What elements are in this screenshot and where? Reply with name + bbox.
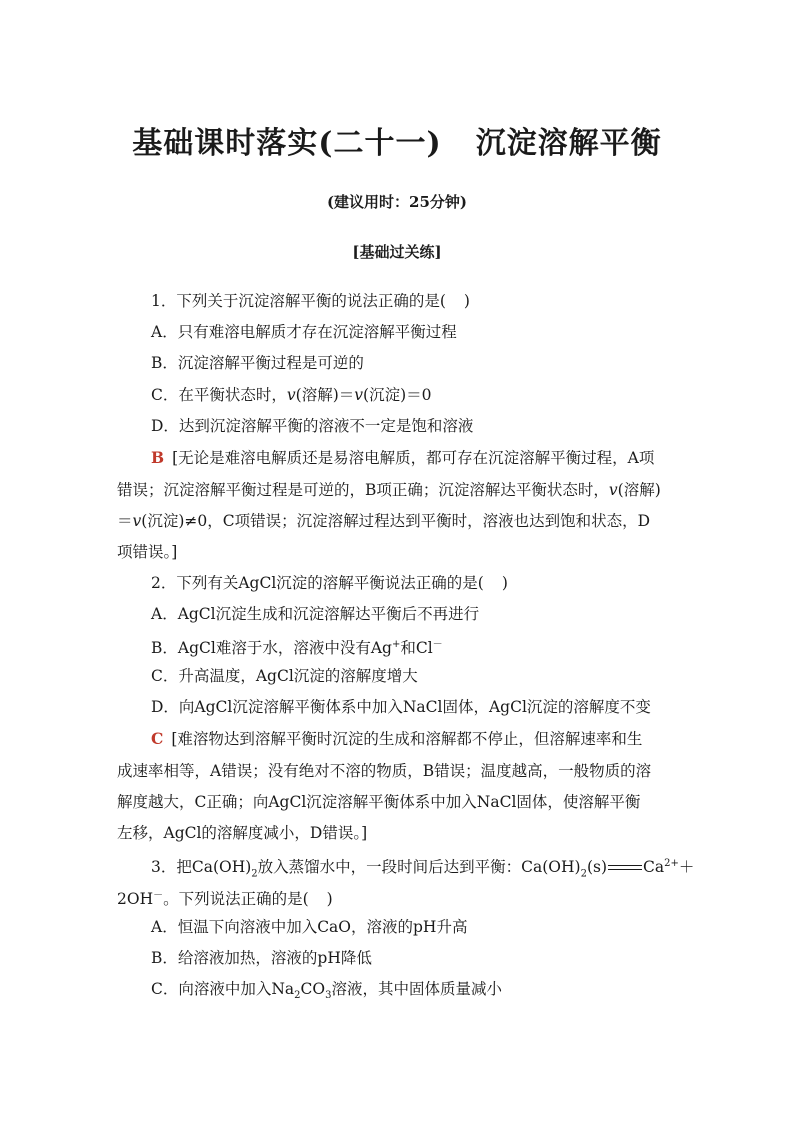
q2-explanation-line4: 左移，AgCl的溶解度减小，D错误。]	[117, 824, 368, 842]
q1-option-d: D．达到沉淀溶解平衡的溶液不一定是饱和溶液	[151, 417, 474, 435]
q3-stem-line2	[117, 885, 333, 910]
q2-explanation-line2: 成速率相等，A错误；没有绝对不溶的物质，B错误；温度越高，一般物质的溶	[117, 762, 652, 780]
q3-option-b: B．给溶液加热，溶液的pH降低	[151, 949, 372, 967]
q3-option-c	[151, 978, 502, 1007]
q2-option-c: C．升高温度，AgCl沉淀的溶解度增大	[151, 667, 418, 685]
q3-plus: ＋	[678, 858, 695, 877]
q3-option-a: A．恒温下向溶液中加入CaO，溶液的pH升高	[151, 918, 468, 936]
q1-explanation-line1	[151, 447, 654, 469]
q3-sub-2: 2	[294, 990, 301, 1002]
title-main: 基础课时落实(二十一)	[132, 126, 442, 161]
q1-option-a: A．只有难溶电解质才存在沉淀溶解平衡过程	[151, 323, 457, 341]
q2-stem	[151, 572, 508, 594]
q1-option-c-pre: C．在平衡状态时，	[151, 386, 287, 404]
q1-answer: B	[151, 448, 165, 467]
q2-option-d: D．向AgCl沉淀溶解平衡体系中加入NaCl固体，AgCl沉淀的溶解度不变	[151, 698, 651, 716]
q1-exp-text3b: (沉淀)≠0，C项错误；沉淀溶解过程达到平衡时，溶液也达到饱和状态，D	[141, 512, 651, 530]
q3-stem-pre: 3．把Ca(OH)	[151, 858, 252, 877]
equilibrium-arrow-icon	[608, 861, 642, 875]
q3-co: CO	[300, 980, 326, 998]
q2-option-a: A．AgCl沉淀生成和沉淀溶解达平衡后不再进行	[151, 605, 480, 623]
q1-option-c	[151, 384, 431, 406]
q3-stem-mid: 放入蒸馏水中，一段时间后达到平衡：Ca(OH)	[257, 858, 581, 877]
q3-option-c-pre: C．向溶液中加入Na	[151, 980, 295, 998]
q3-sub-2: 2	[580, 868, 587, 880]
q1-stem	[151, 290, 470, 312]
q2-explanation-line3: 解度越大，C正确；向AgCl沉淀溶解平衡体系中加入NaCl固体，使溶解平衡	[117, 793, 641, 811]
q1-exp-text2b: (溶解)	[617, 481, 661, 499]
ca-charge: 2+	[664, 858, 679, 869]
section-heading: [基础过关练]	[352, 243, 442, 261]
q1-exp-text1: [无论是难溶电解质还是易溶电解质，都可存在沉淀溶解平衡过程，A项	[172, 449, 655, 467]
q3-stem-l2b: 。下列说法正确的是(	[163, 890, 309, 909]
q1-stem-close: )	[463, 292, 470, 310]
q2-option-b	[151, 634, 443, 659]
q1-v-symbol: v	[354, 386, 364, 404]
q3-stem-line1	[151, 853, 694, 885]
q3-sub-2: 2	[251, 868, 258, 880]
ag-charge: +	[391, 639, 401, 650]
q1-explanation-line4: 项错误。]	[117, 543, 178, 561]
q1-explanation-line3	[117, 510, 650, 532]
q1-v-symbol: v	[608, 481, 618, 499]
q1-explanation-line2	[117, 479, 661, 501]
q3-oh: 2OH	[117, 890, 154, 909]
q3-stem-close: )	[326, 890, 333, 909]
time-note: (建议用时：25分钟)	[326, 193, 468, 211]
q2-answer: C	[151, 729, 164, 748]
q1-exp-text2a: 错误；沉淀溶解平衡过程是可逆的，B项正确；沉淀溶解达平衡状态时，	[117, 481, 609, 499]
cl-charge: －	[432, 639, 443, 650]
q3-option-c-post: 溶液，其中固体质量减小	[331, 980, 503, 998]
page-title	[0, 118, 794, 162]
q2-explanation-line1	[151, 728, 642, 750]
q1-v-symbol: v	[286, 386, 296, 404]
q3-ca: Ca	[643, 858, 665, 877]
q3-state-s: (s)	[586, 858, 608, 877]
q1-exp-text3a: ＝	[117, 512, 133, 530]
q1-option-c-mid2: (沉淀)＝0	[363, 386, 432, 404]
q1-option-c-mid1: (溶解)＝	[295, 386, 355, 404]
q3-sub-3: 3	[325, 990, 332, 1002]
q1-v-symbol: v	[132, 512, 142, 530]
q2-option-b-pre: B．AgCl难溶于水，溶液中没有Ag	[151, 639, 392, 658]
title-topic: 沉淀溶解平衡	[475, 126, 662, 161]
q1-stem-text: 1．下列关于沉淀溶解平衡的说法正确的是(	[151, 292, 446, 310]
q2-option-b-mid: 和Cl	[400, 639, 433, 658]
q2-exp-text1: [难溶物达到溶解平衡时沉淀的生成和溶解都不停止，但溶解速率和生	[171, 730, 643, 748]
q2-stem-close: )	[501, 574, 508, 592]
q2-stem-text: 2．下列有关AgCl沉淀的溶解平衡说法正确的是(	[151, 574, 484, 592]
oh-charge: －	[153, 890, 164, 901]
q1-option-b: B．沉淀溶解平衡过程是可逆的	[151, 354, 364, 372]
